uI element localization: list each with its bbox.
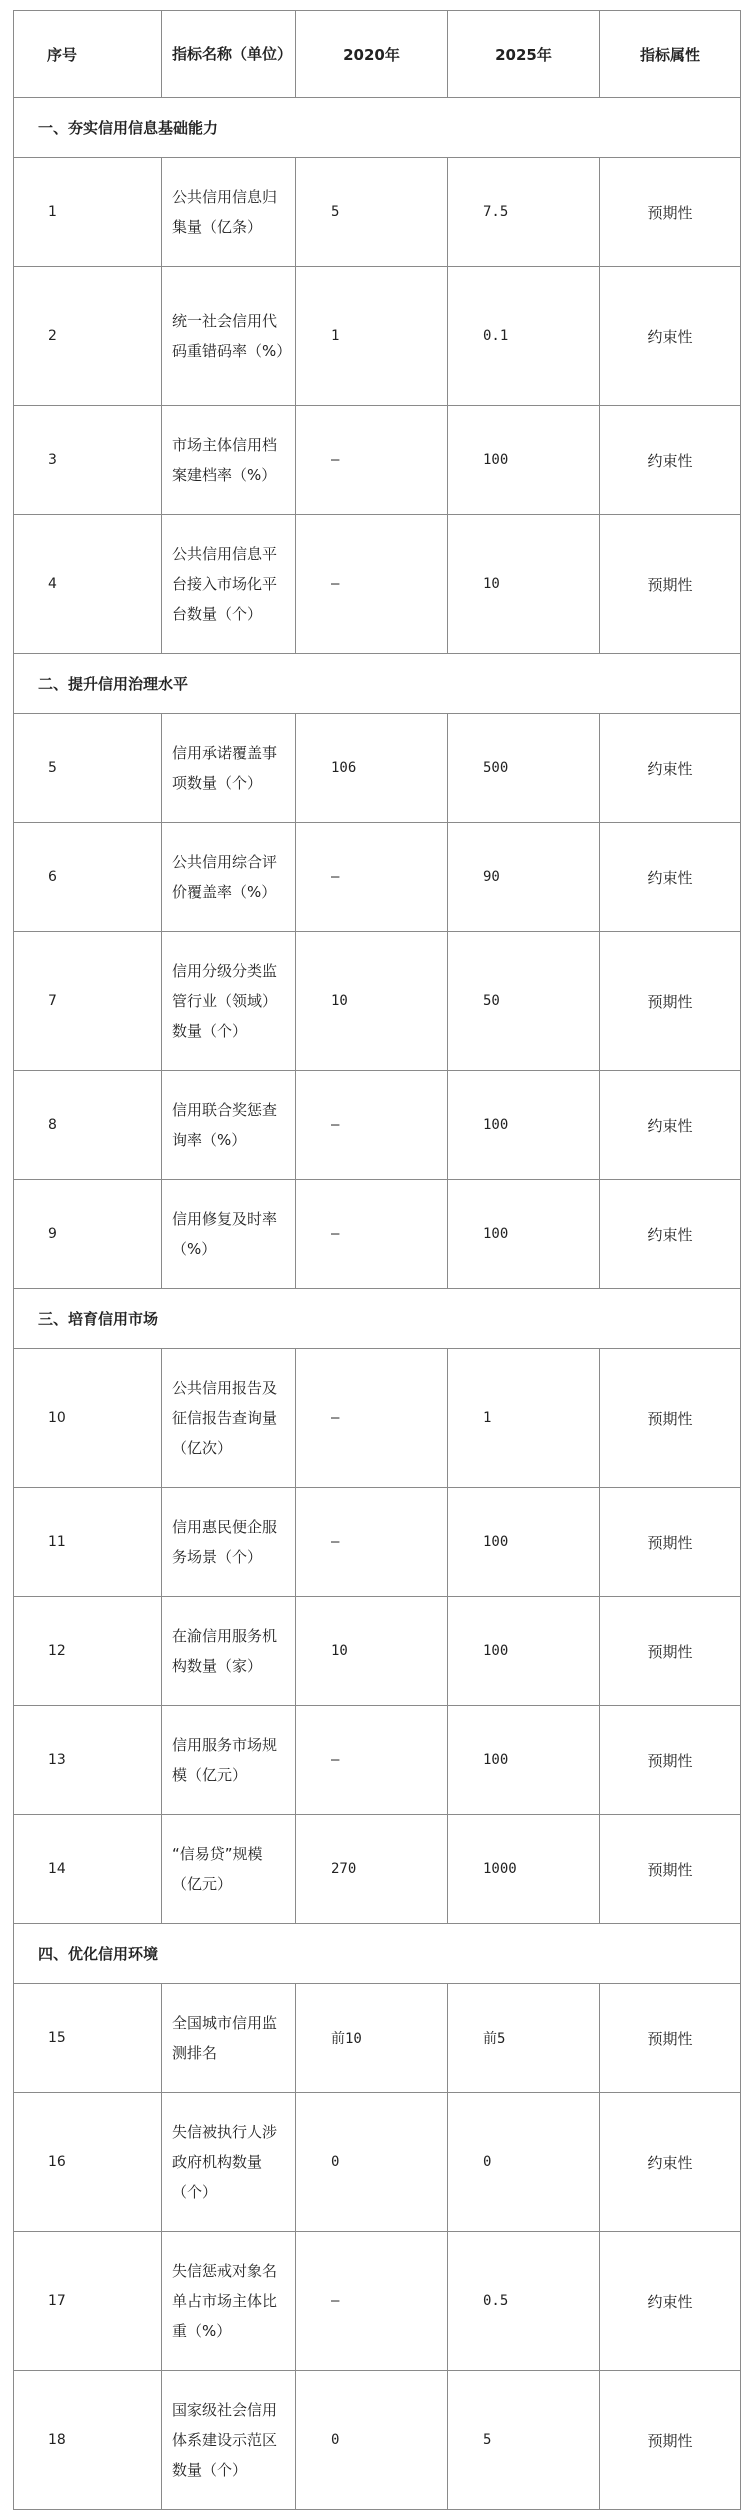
row-value-2025: 前5 [448, 1984, 600, 2093]
row-value-2020: 5 [296, 158, 448, 267]
row-value-2025: 100 [448, 1071, 600, 1180]
row-value-2020: — [296, 1071, 448, 1180]
row-value-2025: 1 [448, 1349, 600, 1488]
row-attribute: 约束性 [600, 714, 741, 823]
row-attribute: 预期性 [600, 1706, 741, 1815]
row-indicator-name: 公共信用报告及征信报告查询量（亿次） [162, 1349, 296, 1488]
section-row [14, 98, 741, 158]
row-value-2025: 100 [448, 1597, 600, 1706]
indicator-table [13, 10, 741, 2510]
row-value-2020: — [296, 1706, 448, 1815]
row-value-2020: 前10 [296, 1984, 448, 2093]
row-value-2025: 100 [448, 1180, 600, 1289]
row-indicator-name: 国家级社会信用体系建设示范区数量（个） [162, 2371, 296, 2510]
row-indicator-name: 信用联合奖惩查询率（%） [162, 1071, 296, 1180]
table-row [14, 1071, 741, 1180]
table-row [14, 1180, 741, 1289]
row-indicator-name: “信易贷”规模（亿元） [162, 1815, 296, 1924]
row-seq: 14 [14, 1815, 162, 1924]
row-seq: 16 [14, 2093, 162, 2232]
table-row [14, 714, 741, 823]
row-attribute: 预期性 [600, 515, 741, 654]
row-value-2020: — [296, 2232, 448, 2371]
row-value-2020: 106 [296, 714, 448, 823]
row-attribute: 预期性 [600, 2371, 741, 2510]
row-attribute: 预期性 [600, 1597, 741, 1706]
row-value-2020: 10 [296, 1597, 448, 1706]
row-seq: 3 [14, 406, 162, 515]
row-indicator-name: 全国城市信用监测排名 [162, 1984, 296, 2093]
indicator-table-container [13, 10, 740, 2510]
row-seq: 9 [14, 1180, 162, 1289]
table-row [14, 2371, 741, 2510]
table-row [14, 158, 741, 267]
row-seq: 1 [14, 158, 162, 267]
section-title: 二、提升信用治理水平 [14, 654, 741, 714]
section-row [14, 1924, 741, 1984]
table-row [14, 515, 741, 654]
row-value-2020: — [296, 1180, 448, 1289]
row-seq: 6 [14, 823, 162, 932]
row-indicator-name: 信用修复及时率（%） [162, 1180, 296, 1289]
row-value-2025: 10 [448, 515, 600, 654]
row-attribute: 约束性 [600, 2093, 741, 2232]
table-row [14, 1488, 741, 1597]
row-indicator-name: 市场主体信用档案建档率（%） [162, 406, 296, 515]
header-indicator-name: 指标名称（单位） [162, 11, 296, 98]
row-value-2025: 5 [448, 2371, 600, 2510]
row-attribute: 约束性 [600, 1071, 741, 1180]
section-title: 三、培育信用市场 [14, 1289, 741, 1349]
row-indicator-name: 公共信用信息平台接入市场化平台数量（个） [162, 515, 296, 654]
row-attribute: 约束性 [600, 2232, 741, 2371]
row-value-2020: — [296, 823, 448, 932]
row-seq: 17 [14, 2232, 162, 2371]
table-row [14, 1815, 741, 1924]
row-seq: 12 [14, 1597, 162, 1706]
row-seq: 10 [14, 1349, 162, 1488]
row-indicator-name: 统一社会信用代码重错码率（%） [162, 267, 296, 406]
row-seq: 8 [14, 1071, 162, 1180]
row-value-2020: 0 [296, 2093, 448, 2232]
row-value-2025: 50 [448, 932, 600, 1071]
row-value-2025: 0.5 [448, 2232, 600, 2371]
row-indicator-name: 公共信用信息归集量（亿条） [162, 158, 296, 267]
row-indicator-name: 失信惩戒对象名单占市场主体比重（%） [162, 2232, 296, 2371]
row-attribute: 预期性 [600, 158, 741, 267]
row-indicator-name: 信用承诺覆盖事项数量（个） [162, 714, 296, 823]
table-row [14, 406, 741, 515]
section-title: 四、优化信用环境 [14, 1924, 741, 1984]
row-indicator-name: 公共信用综合评价覆盖率（%） [162, 823, 296, 932]
table-row [14, 1597, 741, 1706]
row-attribute: 约束性 [600, 1180, 741, 1289]
table-row [14, 1984, 741, 2093]
row-attribute: 预期性 [600, 932, 741, 1071]
row-indicator-name: 在渝信用服务机构数量（家） [162, 1597, 296, 1706]
row-seq: 7 [14, 932, 162, 1071]
row-seq: 11 [14, 1488, 162, 1597]
row-attribute: 约束性 [600, 406, 741, 515]
table-row [14, 2093, 741, 2232]
table-row [14, 1706, 741, 1815]
row-value-2020: 270 [296, 1815, 448, 1924]
table-body [14, 98, 741, 2510]
row-seq: 13 [14, 1706, 162, 1815]
row-attribute: 预期性 [600, 1349, 741, 1488]
table-row [14, 2232, 741, 2371]
row-value-2025: 0 [448, 2093, 600, 2232]
row-value-2025: 100 [448, 1488, 600, 1597]
row-value-2020: 1 [296, 267, 448, 406]
row-seq: 2 [14, 267, 162, 406]
row-attribute: 预期性 [600, 1815, 741, 1924]
row-indicator-name: 信用分级分类监管行业（领域）数量（个） [162, 932, 296, 1071]
header-attribute: 指标属性 [600, 11, 741, 98]
row-seq: 5 [14, 714, 162, 823]
row-value-2020: — [296, 406, 448, 515]
row-value-2025: 0.1 [448, 267, 600, 406]
row-attribute: 预期性 [600, 1984, 741, 2093]
row-value-2025: 7.5 [448, 158, 600, 267]
header-2025: 2025年 [448, 11, 600, 98]
row-attribute: 预期性 [600, 1488, 741, 1597]
table-row [14, 932, 741, 1071]
table-row [14, 1349, 741, 1488]
row-value-2020: — [296, 1349, 448, 1488]
row-value-2020: — [296, 515, 448, 654]
table-row [14, 823, 741, 932]
row-value-2025: 90 [448, 823, 600, 932]
row-value-2025: 500 [448, 714, 600, 823]
row-value-2020: 10 [296, 932, 448, 1071]
row-value-2025: 1000 [448, 1815, 600, 1924]
row-attribute: 约束性 [600, 267, 741, 406]
row-indicator-name: 失信被执行人涉政府机构数量（个） [162, 2093, 296, 2232]
row-seq: 18 [14, 2371, 162, 2510]
section-title: 一、夯实信用信息基础能力 [14, 98, 741, 158]
table-row [14, 267, 741, 406]
row-indicator-name: 信用服务市场规模（亿元） [162, 1706, 296, 1815]
row-value-2020: 0 [296, 2371, 448, 2510]
row-value-2025: 100 [448, 1706, 600, 1815]
row-value-2020: — [296, 1488, 448, 1597]
table-header-row [14, 11, 741, 98]
section-row [14, 1289, 741, 1349]
row-attribute: 约束性 [600, 823, 741, 932]
row-seq: 4 [14, 515, 162, 654]
header-seq: 序号 [14, 11, 162, 98]
row-seq: 15 [14, 1984, 162, 2093]
header-2020: 2020年 [296, 11, 448, 98]
section-row [14, 654, 741, 714]
row-indicator-name: 信用惠民便企服务场景（个） [162, 1488, 296, 1597]
row-value-2025: 100 [448, 406, 600, 515]
